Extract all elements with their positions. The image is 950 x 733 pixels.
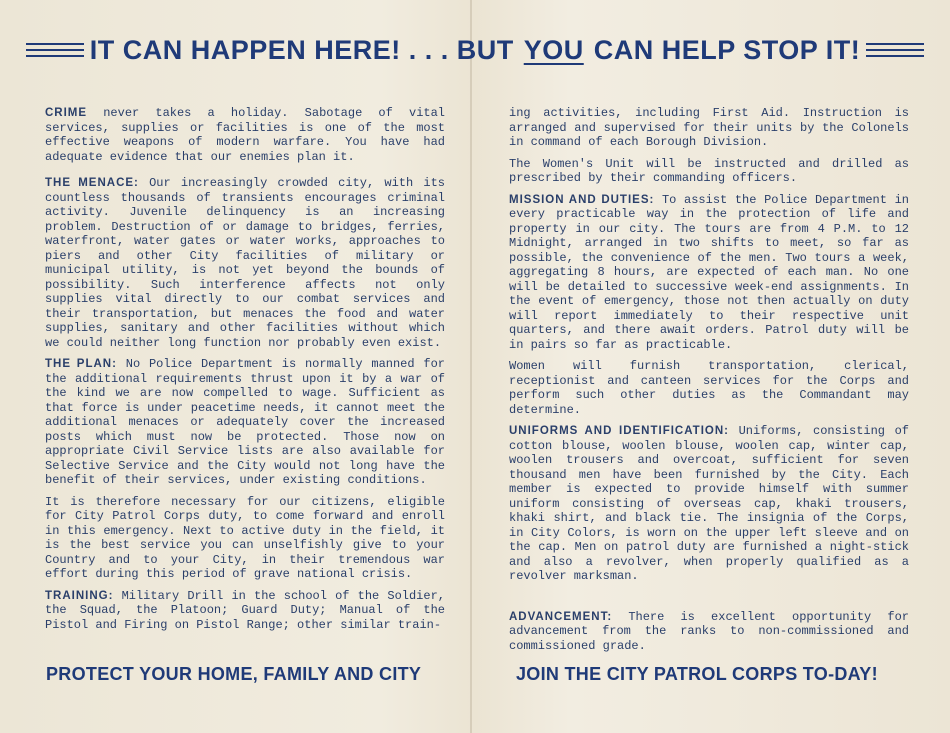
crime-paragraph <box>45 106 445 164</box>
training-heading: TRAINING: <box>45 589 114 602</box>
crime-text: never takes a holiday. Sabotage of vital services, supplies or facilities is one of the most effective weapons of modern warfare. You have had adequate evidence that our enemies plan it. <box>45 106 445 164</box>
headline-rule-right <box>866 39 924 61</box>
headline <box>0 30 950 70</box>
menace-text: Our increasingly crowded city, with its countless thousands of transients encourages criminal activity. Juvenile delinquency is an increasing problem. Destruction of or damage to bridges, ferries, waterfront, water gates or water works, approaches to piers and other City facilities of military or municipal utility, is not yet beyond the bounds of possibility. Such interference affects not only supplies vital directly to our combat services and their transportation, but menaces the food and water supplies, sanitary and other facilities without which we could neither long function nor probably even exist. <box>45 176 445 350</box>
women-furnish-paragraph: Women will furnish transportation, clerical, receptionist and canteen services for the Corps and perform such other duties as the Commandant may determine. <box>509 359 909 417</box>
womens-unit-paragraph: The Women's Unit will be instructed and drilled as prescribed by their commanding officers. <box>509 156 909 185</box>
mission-paragraph <box>509 193 909 353</box>
plan-paragraph <box>45 357 445 488</box>
uniforms-paragraph <box>509 424 909 584</box>
menace-heading: THE MENACE: <box>45 177 139 189</box>
advancement-paragraph <box>509 610 909 654</box>
headline-part2: CAN HELP STOP IT! <box>593 34 861 65</box>
footer-left-slogan: PROTECT YOUR HOME, FAMILY AND CITY <box>46 664 422 684</box>
uniforms-heading: UNIFORMS AND IDENTIFICATION: <box>509 425 729 437</box>
training-paragraph <box>45 589 445 633</box>
crime-heading: CRIME <box>45 107 88 119</box>
advancement-heading: ADVANCEMENT: <box>509 610 613 623</box>
necessary-paragraph: It is therefore necessary for our citizens, eligible for City Patrol Corps duty, to come forward and enroll in this emergency. Next to active duty in the field, it is the best service you can unselfishly give to your Country and to your City, in their tremendous war effort during this period of grave national crisis. <box>45 494 445 581</box>
advancement-text: There is excellent opportunity for advancement from the ranks to non-commissioned and commissioned grade. <box>509 609 909 653</box>
menace-paragraph <box>45 176 445 350</box>
left-column <box>45 106 445 639</box>
headline-part1: IT CAN HAPPEN HERE! . . . BUT <box>89 34 514 65</box>
training-text: Military Drill in the school of the Soldier, the Squad, the Platoon; Guard Duty; Manual of the Pistol and Firing on Pistol Range; other similar train- <box>45 588 445 632</box>
plan-heading: THE PLAN: <box>45 358 117 370</box>
mission-text: To assist the Police Department in every practicable way in the protection of life and property in our city. The tours are from 4 P.M. to 12 Midnight, arranged in two shifts to meet, so far as possible, the convenience of the men. Two tours a week, aggregating 8 hours, are expected of each man. No one will be detailed to successive week-end assignments. In the event of emergency, those not then actually on duty will report immediately to their respective unit quarters, and there await orders. Patrol duty will be in pairs so far as practicable. <box>509 192 909 352</box>
plan-text: No Police Department is normally manned for the additional requirements thrust upon it by a war of the kind we are now compelled to wage. Sufficient as that force is under peacetime needs, it cannot meet the additional menaces or adequately cover the increased posts which must now be protected. Those now on appropriate Civil Service lists are also available for Selective Service and the City would not long have the benefit of their services, under existing conditions. <box>45 357 445 487</box>
headline-rule-left <box>26 39 84 61</box>
mission-heading: MISSION AND DUTIES: <box>509 193 655 206</box>
training-continued-paragraph: ing activities, including First Aid. Instruction is arranged and supervised for their units by the Colonels in command of each Borough Division. <box>509 106 909 149</box>
headline-you: YOU <box>523 34 584 65</box>
footer-right-slogan: JOIN THE CITY PATROL CORPS TO-DAY! <box>516 664 878 684</box>
right-column <box>509 106 909 660</box>
uniforms-text: Uniforms, consisting of cotton blouse, woolen blouse, woolen cap, winter cap, woolen trousers and overcoat, sufficient for seven thousand men have been furnished by the City. Each member is expected to provide himself with summer uniform consisting of overseas cap, khaki trousers, khaki shirt, and black tie. The insignia of the Corps, in City Colors, is worn on the upper left sleeve and on the cap. Men on patrol duty are furnished a night-stick and also a revolver, when properly qualified as a revolver marksman. <box>509 424 910 583</box>
center-fold <box>470 0 472 733</box>
